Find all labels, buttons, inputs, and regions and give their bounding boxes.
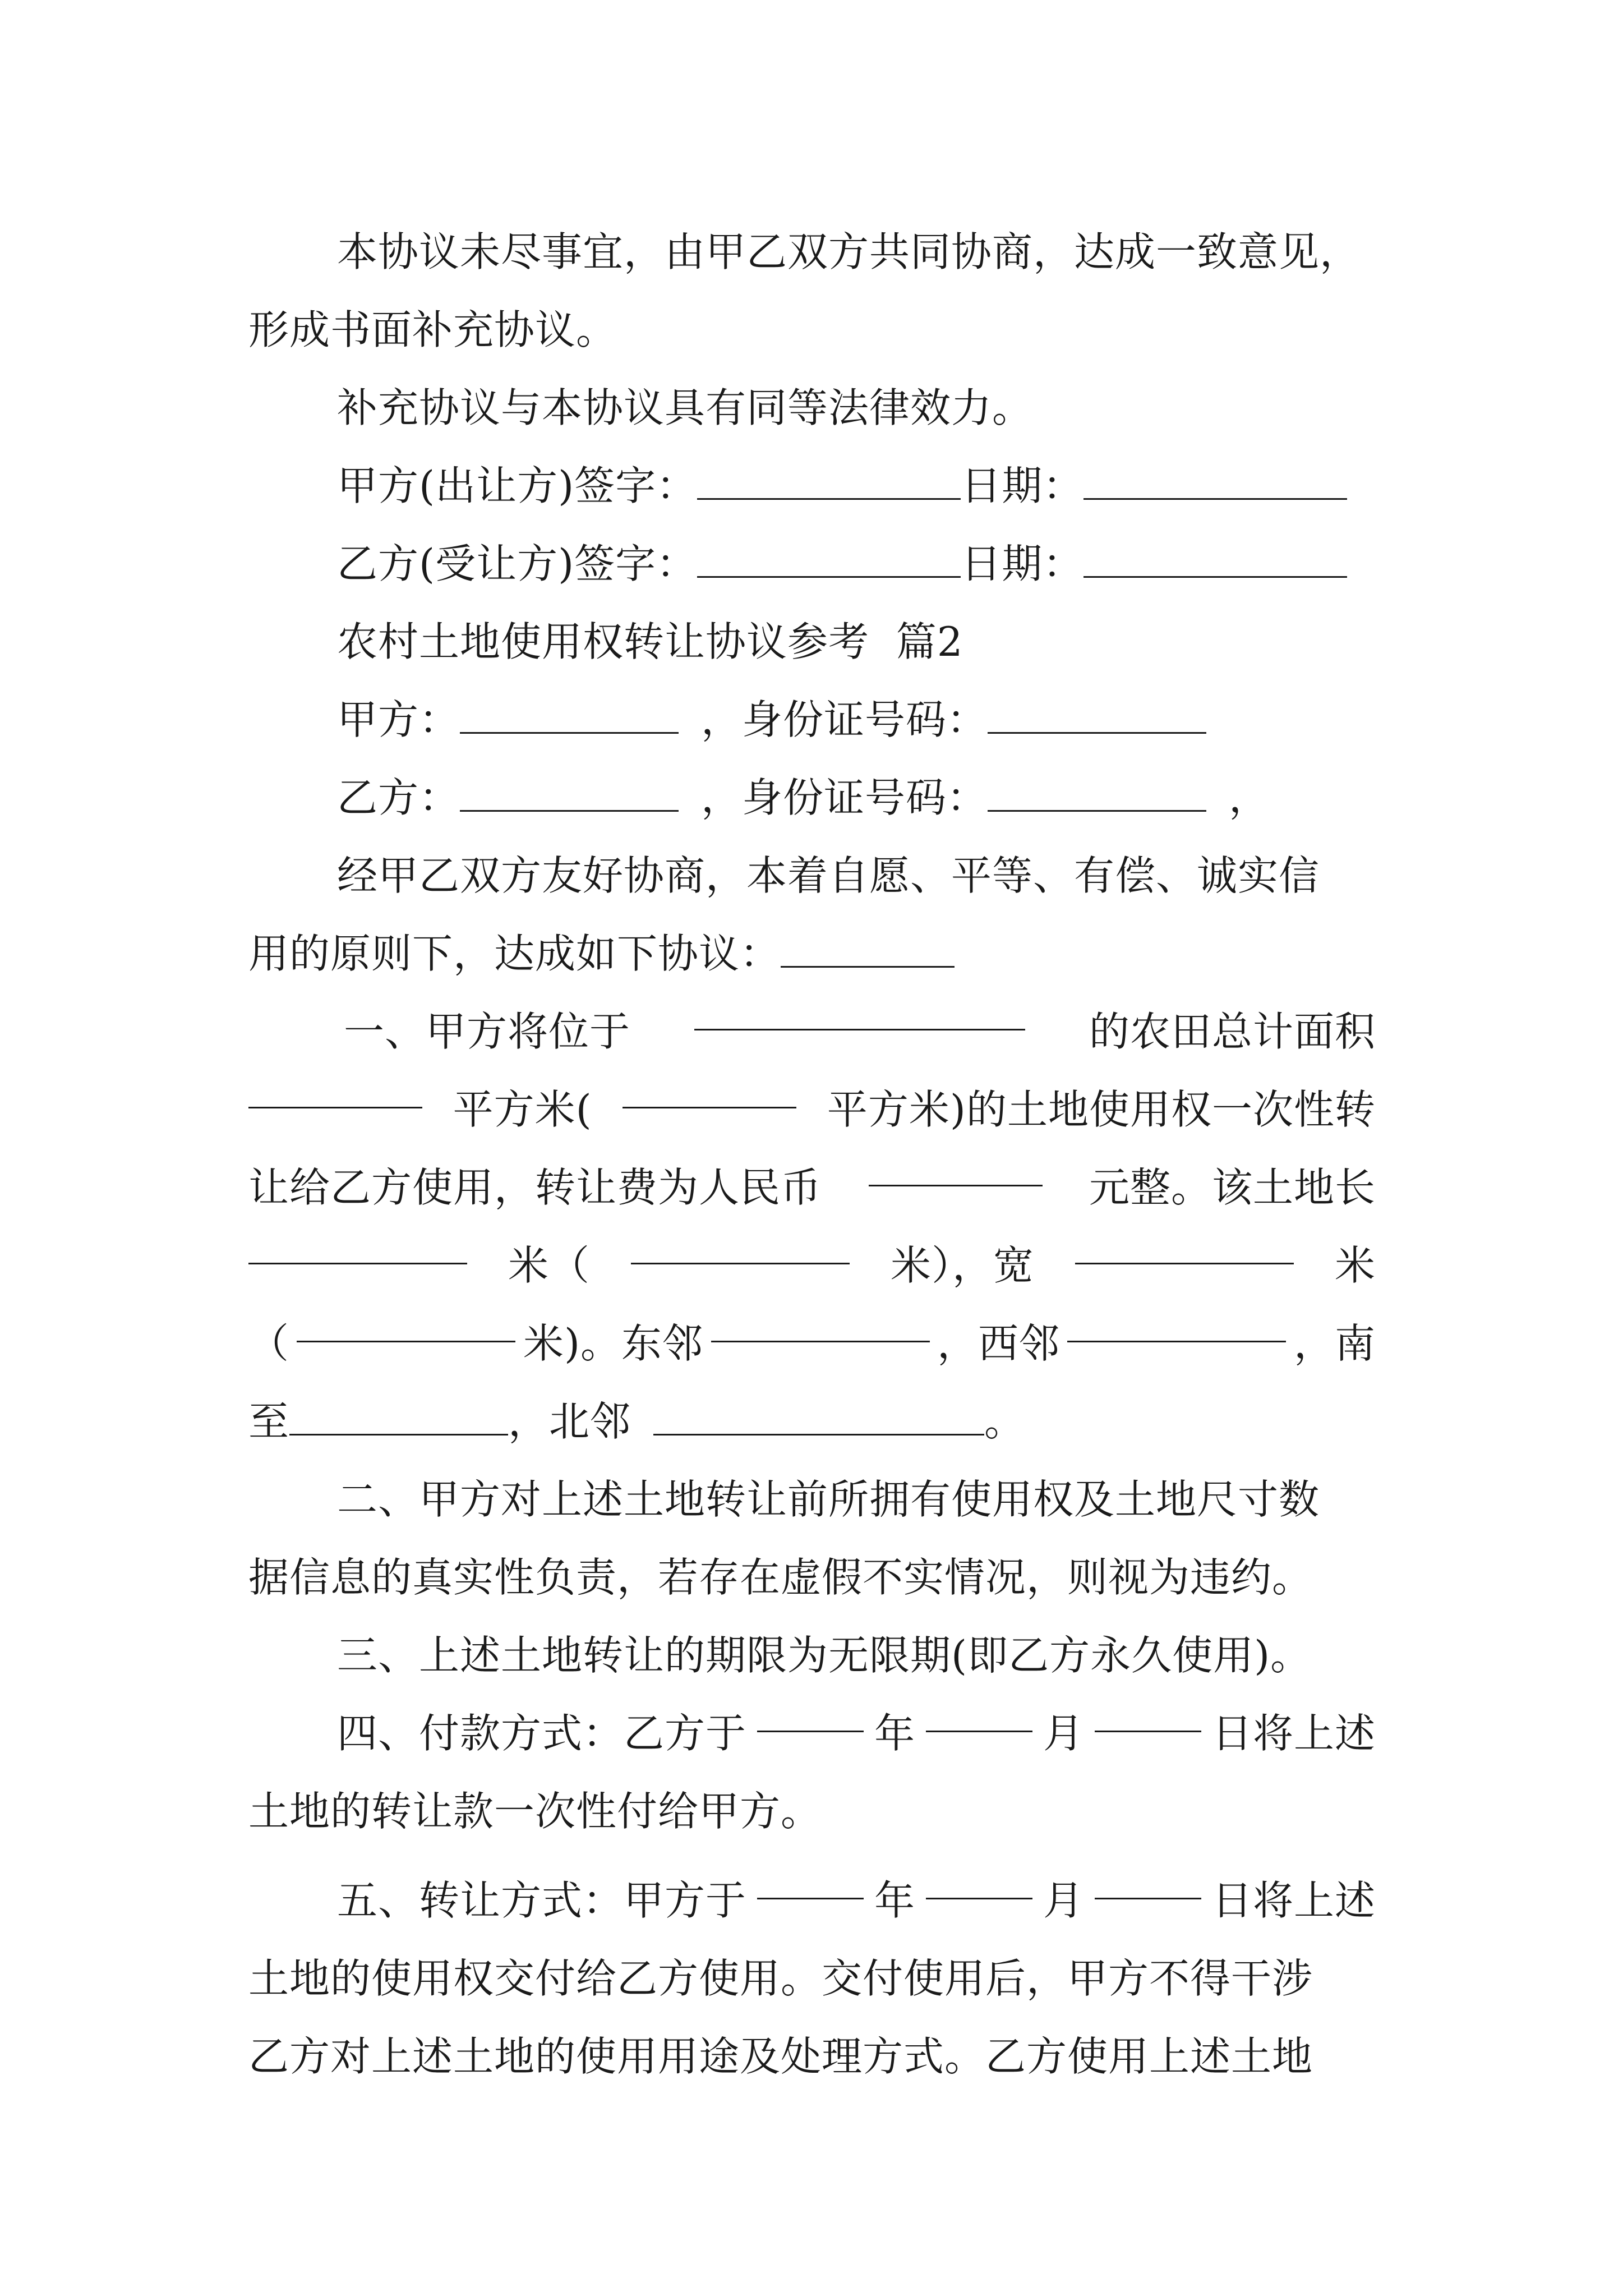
clause-text: 年 <box>874 1877 915 1924</box>
clause-text: 日将上述 <box>1211 1877 1376 1924</box>
clause-text: 日将上述 <box>1211 1710 1376 1757</box>
length-blank[interactable] <box>631 1227 850 1264</box>
price-blank[interactable] <box>869 1149 1043 1186</box>
paragraph-line: 二、甲方对上述土地转让前所拥有使用权及土地尺寸数 <box>337 1476 1320 1523</box>
north-blank[interactable] <box>653 1398 984 1435</box>
paragraph-line: 据信息的真实性负责，若存在虚假不实情况，则视为违约。 <box>248 1554 1313 1601</box>
paragraph-line: 形成书面补充协议。 <box>248 306 617 353</box>
area-blank[interactable] <box>248 1071 422 1108</box>
paragraph-line: 土地的转让款一次性付给甲方。 <box>248 1788 822 1835</box>
clause-text: 一、甲方将位于 <box>344 1008 631 1055</box>
clause-text: 让给乙方使用，转让费为人民币 <box>248 1164 822 1211</box>
clause-text: 元整。该土地长 <box>1089 1164 1376 1211</box>
clause-1-line-6 <box>248 1383 1376 1461</box>
party-label: 甲方： <box>337 696 460 743</box>
clause-text: 年 <box>874 1710 915 1757</box>
signature-blank[interactable] <box>697 540 961 578</box>
paragraph-line: 三、上述土地转让的期限为无限期(即乙方永久使用)。 <box>337 1632 1312 1679</box>
name-blank[interactable] <box>460 774 679 812</box>
clause-text: 米)。东邻 <box>523 1320 704 1367</box>
signature-label: 乙方(受让方)签字： <box>337 540 698 587</box>
paragraph-line: 补充协议与本协议具有同等法律效力。 <box>337 384 1034 431</box>
text-blank[interactable] <box>781 930 955 968</box>
punctuation: ， <box>1229 774 1270 821</box>
clause-text: 的农田总计面积 <box>1089 1008 1376 1055</box>
year-blank[interactable] <box>757 1695 864 1732</box>
clause-text: 月 <box>1043 1710 1084 1757</box>
clause-1-line-3 <box>248 1149 1376 1227</box>
location-blank[interactable] <box>694 993 1025 1030</box>
paragraph-line: 乙方对上述土地的使用用途及处理方式。乙方使用上述土地 <box>248 2033 1313 2080</box>
signature-blank[interactable] <box>697 462 961 500</box>
document-page <box>248 213 1376 2096</box>
clause-text: （ <box>248 1320 290 1367</box>
east-blank[interactable] <box>711 1305 930 1342</box>
date-blank[interactable] <box>1083 540 1347 578</box>
paragraph-line <box>248 915 1376 993</box>
date-label: 日期： <box>961 462 1084 509</box>
name-blank[interactable] <box>460 696 679 734</box>
area-blank[interactable] <box>623 1071 796 1108</box>
signature-line-party-b <box>248 525 1376 603</box>
paragraph-text: 用的原则下，达成如下协议： <box>248 930 781 977</box>
date-blank[interactable] <box>1083 462 1347 500</box>
id-blank[interactable] <box>988 774 1206 812</box>
clause-4-line-1 <box>248 1695 1376 1773</box>
signature-line-party-a <box>248 447 1376 525</box>
clause-text: 四、付款方式：乙方于 <box>337 1710 747 1757</box>
signature-label: 甲方(出让方)签字： <box>337 462 698 509</box>
clause-5-line-1 <box>248 1862 1376 1940</box>
clause-text: 月 <box>1043 1877 1084 1924</box>
width-blank[interactable] <box>1075 1227 1294 1264</box>
paragraph-line: 土地的使用权交付给乙方使用。交付使用后，甲方不得干涉 <box>248 1955 1313 2002</box>
month-blank[interactable] <box>926 1695 1032 1732</box>
clause-1-line-1 <box>248 993 1376 1071</box>
date-label: 日期： <box>961 540 1084 587</box>
party-a-line <box>248 681 1376 759</box>
paragraph-line: 经甲乙双方友好协商，本着自愿、平等、有偿、诚实信 <box>337 852 1320 899</box>
paragraph-line: 本协议未尽事宜，由甲乙双方共同协商，达成一致意见， <box>337 228 1361 275</box>
clause-text: 平方米)的土地使用权一次性转 <box>827 1086 1376 1133</box>
clause-text: ，北邻 <box>508 1398 631 1445</box>
party-b-line <box>248 759 1376 837</box>
day-blank[interactable] <box>1095 1695 1201 1732</box>
clause-text: 。 <box>984 1398 1026 1445</box>
clause-text: 米），宽 <box>890 1242 1034 1289</box>
clause-text: 米 <box>1334 1242 1376 1289</box>
party-label: 乙方： <box>337 774 460 821</box>
id-blank[interactable] <box>988 696 1206 734</box>
length-blank[interactable] <box>248 1227 467 1264</box>
clause-text: 平方米( <box>453 1086 592 1133</box>
month-blank[interactable] <box>926 1862 1032 1899</box>
clause-1-line-2 <box>248 1071 1376 1149</box>
clause-text: 米（ <box>508 1242 590 1289</box>
clause-1-line-5 <box>248 1305 1376 1383</box>
day-blank[interactable] <box>1095 1862 1201 1899</box>
id-label: ，身份证号码： <box>701 774 988 821</box>
clause-text: ，西邻 <box>937 1320 1060 1367</box>
width-blank[interactable] <box>297 1305 515 1342</box>
id-label: ，身份证号码： <box>701 696 988 743</box>
clause-text: ，南 <box>1293 1320 1376 1367</box>
section-title: 农村土地使用权转让协议参考 篇2 <box>337 618 963 665</box>
year-blank[interactable] <box>757 1862 864 1899</box>
clause-text: 至 <box>248 1398 290 1445</box>
south-blank[interactable] <box>289 1398 508 1435</box>
west-blank[interactable] <box>1067 1305 1286 1342</box>
clause-1-line-4 <box>248 1227 1376 1305</box>
clause-text: 五、转让方式：甲方于 <box>337 1877 747 1924</box>
